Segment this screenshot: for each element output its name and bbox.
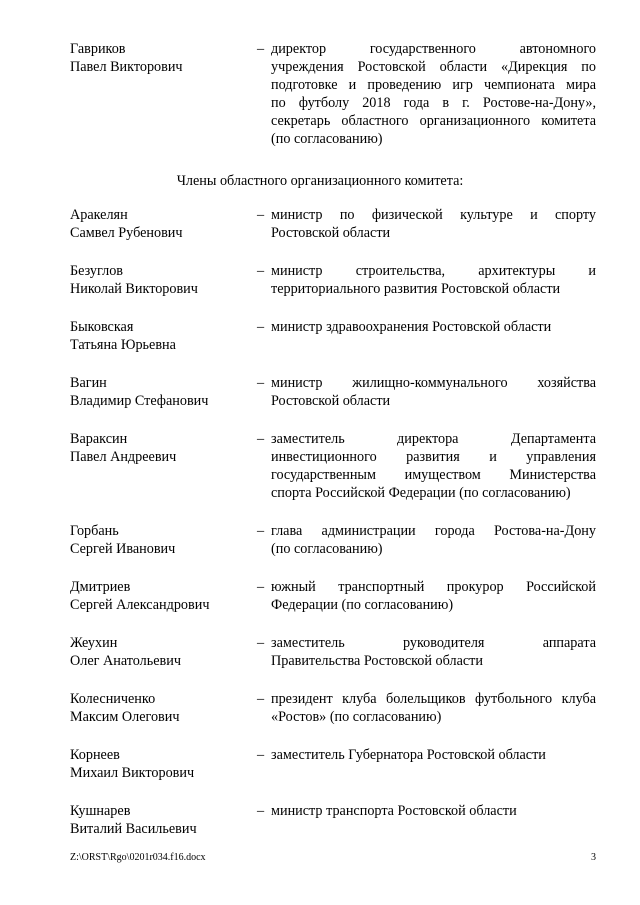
member-name [70, 578, 250, 614]
position-line: заместитель директора Департамента [271, 431, 596, 447]
position-line: заместитель Губернатора Ростовской области [271, 747, 546, 763]
member-surname: Гавриков [70, 41, 126, 57]
member-surname: Корнеев [70, 747, 120, 763]
dash-separator: – [257, 375, 265, 391]
member-given-names: Павел Викторович [70, 59, 183, 75]
position-line: министр транспорта Ростовской области [271, 803, 517, 819]
dash-separator: – [257, 431, 265, 447]
member-name [70, 634, 250, 670]
member-given-names: Николай Викторович [70, 281, 198, 297]
position-line: территориального развития Ростовской области [271, 281, 561, 297]
dash-separator: – [257, 691, 265, 707]
member-name [70, 262, 250, 298]
position-line: директор государственного автономного [271, 41, 596, 57]
position-line: министр жилищно-коммунального хозяйства [271, 375, 596, 391]
position-line: Правительства Ростовской области [271, 653, 483, 669]
member-given-names: Михаил Викторович [70, 765, 195, 781]
position-line: «Ростов» (по согласованию) [271, 709, 442, 725]
position-line: государственным имуществом Министерства [271, 467, 596, 483]
member-position [271, 374, 596, 410]
page-number: 3 [591, 852, 596, 863]
member-surname: Аракелян [70, 207, 128, 223]
position-line: учреждения Ростовской области «Дирекция по [271, 59, 596, 75]
dash-separator: – [257, 803, 265, 819]
member-name [70, 318, 250, 354]
dash-separator: – [257, 523, 265, 539]
member-position [271, 578, 596, 614]
position-line: Ростовской области [271, 393, 391, 409]
dash-separator: – [257, 635, 265, 651]
member-position [271, 206, 596, 242]
position-line: министр строительства, архитектуры и [271, 263, 596, 279]
position-line: секретарь областного организационного комитета [271, 113, 596, 129]
member-given-names: Виталий Васильевич [70, 821, 197, 837]
member-given-names: Павел Андреевич [70, 449, 177, 465]
member-name [70, 40, 250, 76]
member-position [271, 690, 596, 726]
member-surname: Безуглов [70, 263, 123, 279]
member-surname: Колесниченко [70, 691, 156, 707]
member-name [70, 690, 250, 726]
dash-separator: – [257, 41, 265, 57]
position-line: (по согласованию) [271, 131, 383, 147]
dash-separator: – [257, 319, 265, 335]
member-given-names: Сергей Александрович [70, 597, 210, 613]
member-name [70, 802, 250, 838]
footer-file-path: Z:\ORST\Rgo\0201r034.f16.docx [70, 852, 206, 863]
member-surname: Дмитриев [70, 579, 131, 595]
member-name [70, 374, 250, 410]
position-line: заместитель руководителя аппарата [271, 635, 596, 651]
member-surname: Жеухин [70, 635, 118, 651]
member-position [271, 522, 596, 558]
member-position [271, 802, 596, 820]
position-line: подготовке и проведению игр чемпионата мира [271, 77, 596, 93]
position-line: глава администрации города Ростова-на-Дону [271, 523, 596, 539]
member-position [271, 318, 596, 336]
member-position [271, 634, 596, 670]
section-heading: Члены областного организационного комитета: [176, 173, 464, 189]
member-surname: Быковская [70, 319, 134, 335]
dash-separator: – [257, 263, 265, 279]
position-line: министр здравоохранения Ростовской области [271, 319, 552, 335]
position-line: (по согласованию) [271, 541, 383, 557]
position-line: Ростовской области [271, 225, 391, 241]
member-surname: Горбань [70, 523, 119, 539]
position-line: спорта Российской Федерации (по согласованию) [271, 485, 571, 501]
position-line: инвестиционного развития и управления [271, 449, 596, 465]
position-line: по футболу 2018 года в г. Ростове-на-Дону», [271, 95, 596, 111]
member-given-names: Самвел Рубенович [70, 225, 183, 241]
position-line: южный транспортный прокурор Российской [271, 579, 596, 595]
member-surname: Кушнарев [70, 803, 131, 819]
member-given-names: Владимир Стефанович [70, 393, 209, 409]
dash-separator: – [257, 579, 265, 595]
member-surname: Вараксин [70, 431, 128, 447]
member-name [70, 522, 250, 558]
member-position [271, 40, 596, 148]
member-given-names: Максим Олегович [70, 709, 180, 725]
member-name [70, 206, 250, 242]
member-position [271, 262, 596, 298]
member-surname: Вагин [70, 375, 107, 391]
member-given-names: Сергей Иванович [70, 541, 176, 557]
dash-separator: – [257, 747, 265, 763]
dash-separator: – [257, 207, 265, 223]
member-name [70, 746, 250, 782]
member-given-names: Олег Анатольевич [70, 653, 181, 669]
member-position [271, 746, 596, 764]
position-line: Федерации (по согласованию) [271, 597, 454, 613]
member-position [271, 430, 596, 502]
member-given-names: Татьяна Юрьевна [70, 337, 176, 353]
position-line: президент клуба болельщиков футбольного клуба [271, 691, 596, 707]
position-line: министр по физической культуре и спорту [271, 207, 596, 223]
member-name [70, 430, 250, 466]
